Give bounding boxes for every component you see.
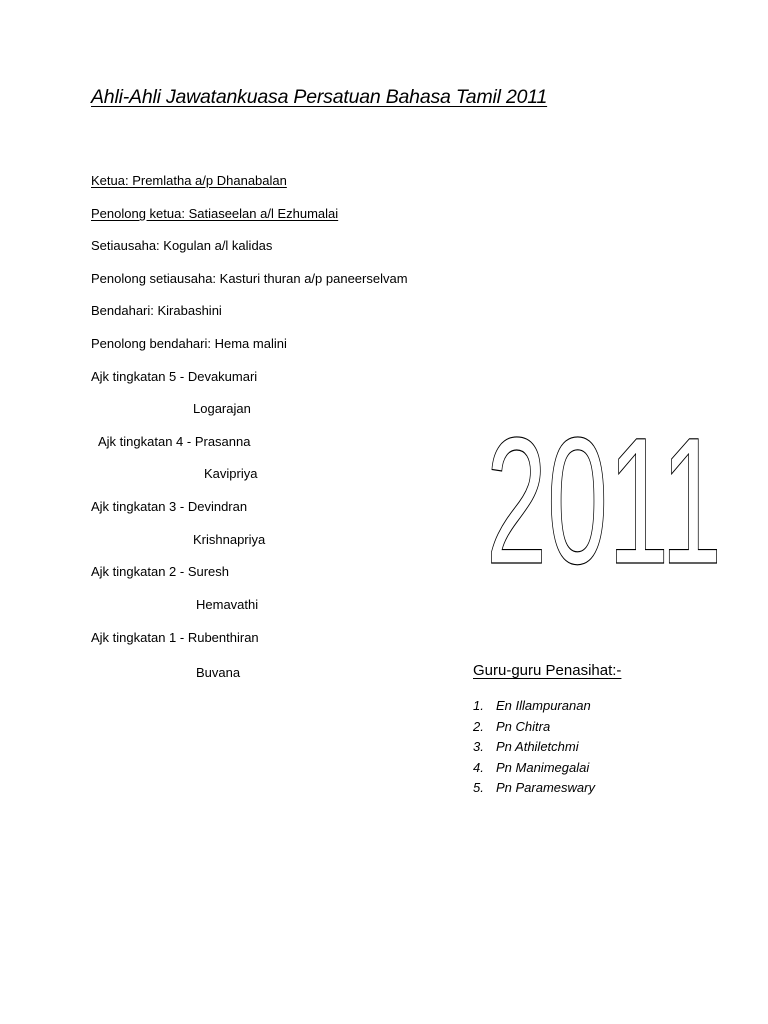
advisor-item: 1. En Illampuranan <box>473 698 591 713</box>
committee-form4-member: Kavipriya <box>204 466 258 481</box>
advisor-item: 4. Pn Manimegalai <box>473 759 590 775</box>
advisors-list <box>473 697 595 800</box>
committee-form5: Ajk tingkatan 5 - Devakumari <box>91 369 258 384</box>
committee-chair: Ketua: Premlatha a/p Dhanabalan <box>91 173 287 188</box>
document-title: Ahli-Ahli Jawatankuasa Persatuan Bahasa Tamil 2011 <box>91 86 548 108</box>
committee-assistant-secretary: Penolong setiausaha: Kasturi thuran a/p paneerselvam <box>91 271 408 286</box>
year-2011-outline-art <box>480 395 730 580</box>
committee-form3: Ajk tingkatan 3 - Devindran <box>91 499 248 514</box>
committee-form1-member: Buvana <box>196 665 241 680</box>
committee-form1: Ajk tingkatan 1 - Rubenthiran <box>91 630 259 645</box>
committee-form3-member: Krishnapriya <box>193 532 266 547</box>
committee-form2-member: Hemavathi <box>196 597 259 612</box>
committee-form5-member: Logarajan <box>193 401 251 416</box>
advisors-heading: Guru-guru Penasihat:- <box>473 662 622 679</box>
committee-assistant-treasurer: Penolong bendahari: Hema malini <box>91 336 287 351</box>
advisor-item: 3. Pn Athiletchmi <box>473 739 579 755</box>
committee-form2: Ajk tingkatan 2 - Suresh <box>91 564 230 579</box>
committee-secretary: Setiausaha: Kogulan a/l kalidas <box>91 238 273 253</box>
committee-treasurer: Bendahari: Kirabashini <box>91 303 222 318</box>
advisor-item: 2. Pn Chitra <box>473 718 551 734</box>
committee-form4: Ajk tingkatan 4 - Prasanna <box>98 434 251 449</box>
committee-vice-chair: Penolong ketua: Satiaseelan a/l Ezhumalai <box>91 206 339 221</box>
year-2011-text: 2011 <box>486 399 722 580</box>
advisor-item: 5. Pn Parameswary <box>473 780 595 796</box>
